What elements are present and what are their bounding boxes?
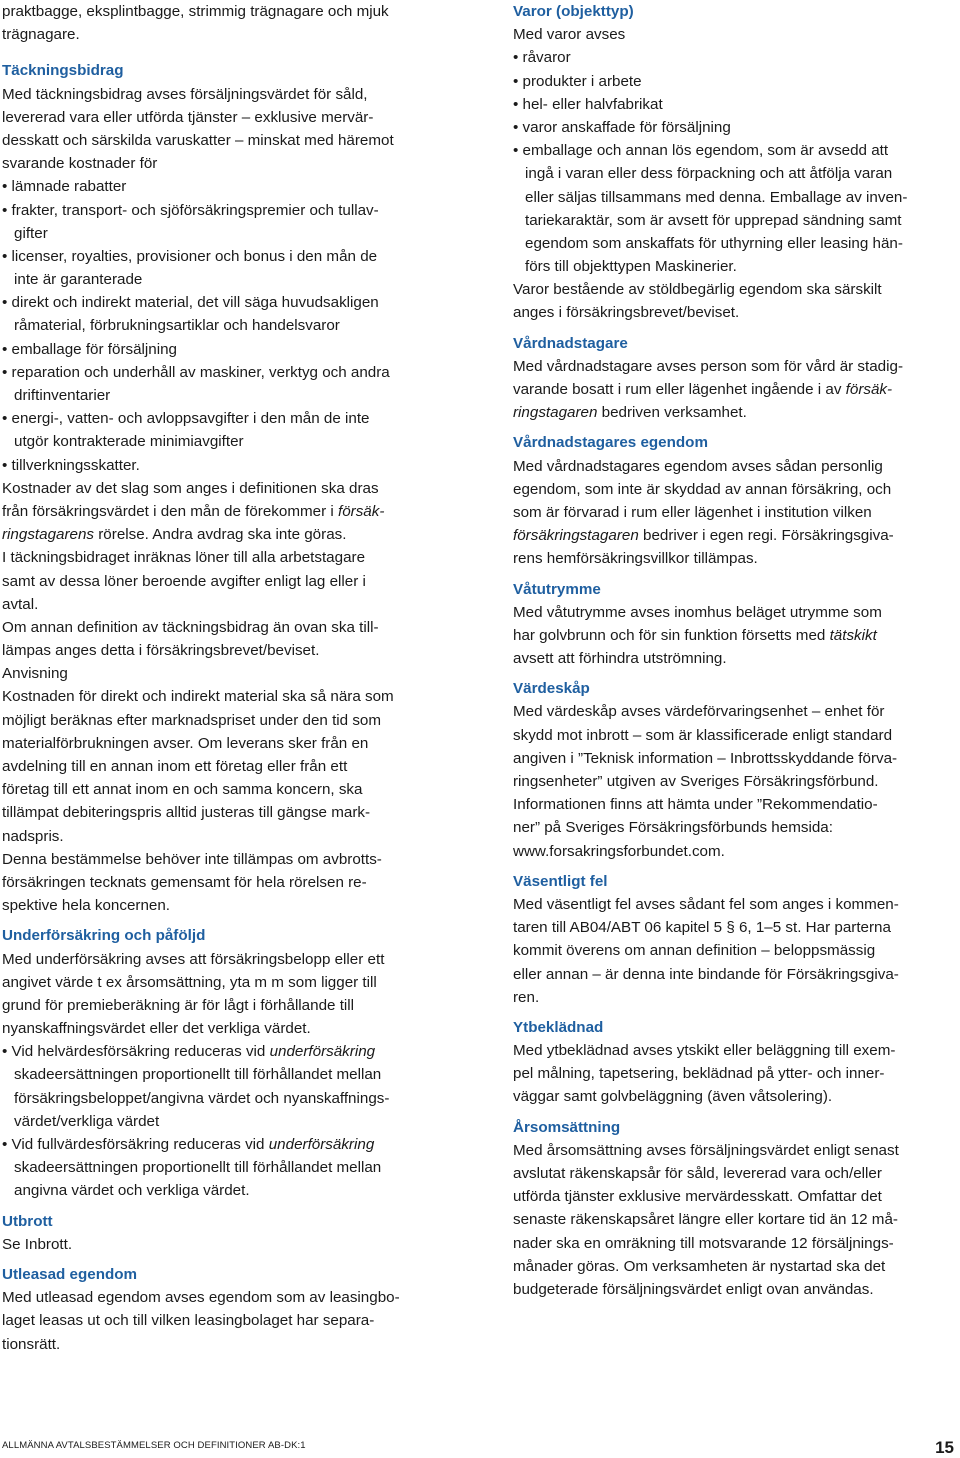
paragraph-line: företag till ett annat inom en och samma koncern, ska [2, 781, 363, 799]
paragraph-line: tionsrätt. [2, 1335, 61, 1353]
bullet-continuation: eller säljas tillsammans med denna. Emballage av inven- [525, 188, 908, 206]
section-heading: Våtutrymme [513, 580, 601, 598]
paragraph-line: laget leasas ut och till vilken leasingbolaget har separa- [2, 1312, 375, 1330]
right-column [513, 0, 953, 1301]
bullet-item [2, 1133, 457, 1156]
paragraph-line [513, 378, 953, 401]
bullet-item: • tillverkningsskatter. [2, 456, 140, 474]
paragraph-line: väggar samt golvbeläggning (även våtsolering). [513, 1088, 833, 1106]
paragraph-line: Med varor avses [513, 26, 626, 44]
paragraph-line: I täckningsbidraget inräknas löner till alla arbetstagare [2, 549, 366, 567]
bullet-continuation: tariekaraktär, som är avsett för upprepad sändning samt [525, 211, 902, 229]
section-heading: Årsomsättning [513, 1118, 621, 1136]
paragraph-line: Kostnader av det slag som anges i definitionen ska dras [2, 479, 379, 497]
paragraph-line: praktbagge, eksplintbagge, strimmig trägnagare och mjuk [2, 3, 389, 20]
bullet-item: • licenser, royalties, provisioner och bonus i den mån de [2, 247, 378, 265]
bullet-continuation: förs till objekttypen Maskinerier. [525, 258, 737, 276]
bullet-item: • frakter, transport- och sjöförsäkringspremier och tullav- [2, 201, 379, 219]
paragraph-line: rens hemförsäkringsvillkor tillämpas. [513, 550, 758, 568]
paragraph-line: materialförbrukningen avser. Om leverans sker från en [2, 734, 369, 752]
paragraph-line: pel målning, tapetsering, beklädnad på ytter- och inner- [513, 1065, 885, 1083]
paragraph-line: avdelning till en annan inom ett företag eller från ett [2, 758, 348, 775]
paragraph-line: ren. [513, 988, 540, 1006]
italic-term: underförsäkring [268, 1136, 375, 1153]
paragraph-line: ringsenheter” utgiven av Sveriges Försäkringsförbund. [513, 773, 879, 790]
bullet-item: • emballage för försäljning [2, 340, 178, 358]
bullet-continuation: gifter [14, 224, 48, 242]
paragraph-line: som är förvarad i rum eller lägenhet i institution vilken [513, 503, 872, 521]
paragraph-line: nyanskaffningsvärdet eller det verkliga värdet. [2, 1020, 311, 1038]
paragraph-line: lämpas anges detta i försäkringsbrevet/beviset. [2, 642, 320, 660]
text-run: • Vid fullvärdesförsäkring reduceras vid [2, 1136, 269, 1153]
paragraph-line: Informationen finns att hämta under ”Rekommendatio- [513, 796, 878, 814]
paragraph-line: avtal. [2, 595, 39, 613]
paragraph-line: taren till AB04/ABT 06 kapitel 5 § 6, 1–5 st. Har parterna [513, 919, 891, 937]
paragraph-line: Anvisning [2, 665, 68, 683]
bullet-item: • produkter i arbete [513, 72, 642, 90]
bullet-continuation: utgör kontrakterade minimiavgifter [14, 433, 244, 451]
bullet-item [2, 1040, 457, 1063]
bullet-continuation: inte är garanterade [14, 271, 143, 289]
paragraph-line: desskatt och särskilda varuskatter – minskat med häremot [2, 131, 394, 149]
text-run: bedriver i egen regi. Försäkringsgiva- [638, 527, 894, 545]
footer-title: ALLMÄNNA AVTALSBESTÄMMELSER OCH DEFINITIONER AB-DK:1 [2, 1440, 306, 1451]
paragraph-line: försäkringen tecknats gemensamt för hela rörelsen re- [2, 873, 367, 891]
text-run: har golvbrunn och för sin funktion försetts med [513, 626, 830, 644]
italic-term: försäkringstagaren [513, 527, 639, 545]
paragraph-line: Se Inbrott. [2, 1235, 73, 1253]
bullet-continuation: skadeersättningen proportionellt till förhållandet mellan [14, 1066, 382, 1084]
section-heading: Vårdnadstagare [513, 334, 628, 352]
section-heading: Utleasad egendom [2, 1265, 138, 1283]
bullet-continuation: egendom som anskaffats för uthyrning eller leasing hän- [525, 234, 903, 252]
bullet-continuation: driftinventarier [14, 387, 111, 404]
paragraph-line: grund för premieberäkning är för lågt i förhållande till [2, 996, 355, 1014]
paragraph-line: angivet värde t ex årsomsättning, yta m m som ligger till [2, 973, 377, 991]
paragraph-line: Med våtutrymme avses inomhus beläget utrymme som [513, 603, 882, 621]
paragraph-line [513, 401, 953, 424]
bullet-continuation: skadeersättningen proportionellt till förhållandet mellan [14, 1159, 382, 1177]
page-number: 15 [935, 1438, 954, 1457]
paragraph-line: www.forsakringsforbundet.com. [513, 842, 725, 860]
paragraph-line [513, 624, 953, 647]
paragraph-line: nader ska en omräkning till motsvarande 12 försäljnings- [513, 1234, 894, 1252]
section-heading: Underförsäkring och påföljd [2, 927, 206, 945]
text-run: från försäkringsvärdet i den mån de förekommer i [2, 502, 338, 520]
paragraph-line: Kostnaden för direkt och indirekt material ska så nära som [2, 688, 394, 706]
paragraph-line: Varor bestående av stöldbegärlig egendom ska särskilt [513, 281, 882, 299]
paragraph-line [513, 524, 953, 547]
paragraph-line: egendom, som inte är skyddad av annan försäkring, och [513, 480, 892, 498]
italic-term: tätskikt [829, 626, 877, 644]
section-heading: Väsentligt fel [513, 872, 608, 890]
paragraph-line: Med väsentligt fel avses sådant fel som anges i kommen- [513, 895, 899, 913]
paragraph-line: Med ytbeklädnad avses ytskikt eller beläggning till exem- [513, 1042, 896, 1060]
text-run: • Vid helvärdesförsäkring reduceras vid [2, 1043, 270, 1061]
paragraph-line: trägnagare. [2, 26, 80, 44]
paragraph-line: Med täckningsbidrag avses försäljningsvärdet för såld, [2, 85, 368, 103]
bullet-item: • hel- eller halvfabrikat [513, 95, 663, 113]
bullet-item: • varor anskaffade för försäljning [513, 118, 731, 136]
section-heading: Utbrott [2, 1212, 53, 1230]
bullet-continuation: ingå i varan eller dess förpackning och att åtfölja varan [525, 165, 893, 183]
paragraph-line [2, 500, 457, 523]
paragraph-line: Med utleasad egendom avses egendom som av leasingbo- [2, 1289, 400, 1307]
paragraph-line: Med årsomsättning avses försäljningsvärdet enligt senast [513, 1141, 899, 1159]
italic-term: ringstagaren [513, 404, 598, 422]
paragraph-line: Med underförsäkring avses att försäkringsbelopp eller ett [2, 950, 385, 968]
paragraph-line: möjligt beräknas efter marknadspriset under den tid som [2, 711, 382, 729]
bullet-continuation: försäkringsbeloppet/angivna värdet och nyanskaffnings- [14, 1089, 390, 1107]
italic-term: underförsäkring [269, 1043, 376, 1061]
bullet-item: • råvaror [513, 49, 571, 67]
paragraph-line: spektive hela koncernen. [2, 897, 171, 915]
paragraph-line: Denna bestämmelse behöver inte tillämpas om avbrotts- [2, 850, 382, 868]
bullet-item: • reparation och underhåll av maskiner, verktyg och andra [2, 363, 390, 381]
paragraph-line: eller annan – är denna inte bindande för Försäkringsgiva- [513, 965, 899, 983]
paragraph-line: ner” på Sveriges Försäkringsförbunds hemsida: [513, 819, 833, 837]
bullet-item: • direkt och indirekt material, det vill säga huvudsakligen [2, 294, 379, 312]
section-heading: Ytbeklädnad [513, 1018, 604, 1036]
bullet-continuation: värdet/verkliga värdet [14, 1112, 160, 1130]
paragraph-line: budgeterade försäljningsvärdet enligt ovan användas. [513, 1280, 874, 1298]
paragraph-line: svarande kostnader för [2, 155, 158, 173]
paragraph-line: kommit överens om annan definition – beloppsmässig [513, 942, 876, 960]
paragraph-line: tillämpat debiteringspris alltid justeras till gängse mark- [2, 804, 371, 822]
bullet-item: • lämnade rabatter [2, 178, 127, 196]
paragraph-line: samt av dessa löner beroende avgifter enligt lag eller i [2, 572, 366, 590]
text-run: rörelse. Andra avdrag ska inte göras. [94, 526, 347, 544]
paragraph-line: angiven i ”Teknisk information – Inbrottsskyddande förva- [513, 749, 898, 767]
paragraph-line: avsett att förhindra utströmning. [513, 650, 727, 668]
paragraph-line: månader göras. Om verksamheten är nystartad ska det [513, 1257, 886, 1275]
paragraph-line: Med värdeskåp avses värdeförvaringsenhet – enhet för [513, 703, 885, 721]
left-column [2, 0, 457, 1356]
paragraph-line [2, 523, 457, 546]
italic-term: försäk- [845, 381, 893, 398]
paragraph-line: nadspris. [2, 827, 64, 845]
paragraph-line: utförda tjänster exklusive mervärdesskatt. Omfattar det [513, 1188, 882, 1206]
section-heading: Varor (objekttyp) [513, 3, 634, 20]
paragraph-line: Med vårdnadstagares egendom avses sådan personlig [513, 457, 883, 475]
text-run: varande bosatt i rum eller lägenhet ingående i av [513, 381, 846, 398]
paragraph-line: skydd mot inbrott – som är klassificerade enligt standard [513, 726, 893, 744]
bullet-item: • energi-, vatten- och avloppsavgifter i den mån de inte [2, 410, 370, 428]
text-run: bedriven verksamhet. [597, 404, 747, 422]
section-heading: Värdeskåp [513, 680, 590, 698]
bullet-item: • emballage och annan lös egendom, som är avsedd att [513, 142, 889, 160]
italic-term: försäk- [337, 502, 385, 520]
section-heading: Täckningsbidrag [2, 62, 124, 80]
paragraph-line: senaste räkenskapsåret längre eller kortare tid än 12 må- [513, 1211, 898, 1229]
section-heading: Vårdnadstagares egendom [513, 434, 708, 452]
bullet-continuation: angivna värdet och verkliga värdet. [14, 1182, 250, 1200]
paragraph-line: avslutat räkenskapsår för såld, levererad vara och/eller [513, 1165, 882, 1182]
paragraph-line: levererad vara eller utförda tjänster – exklusive mervär- [2, 108, 374, 126]
paragraph-line: Med vårdnadstagare avses person som för vård är stadig- [513, 357, 904, 375]
paragraph-line: anges i försäkringsbrevet/beviset. [513, 304, 740, 322]
paragraph-line: Om annan definition av täckningsbidrag än ovan ska till- [2, 618, 379, 636]
italic-term: ringstagarens [2, 526, 95, 544]
bullet-continuation: råmaterial, förbrukningsartiklar och handelsvaror [14, 317, 340, 335]
